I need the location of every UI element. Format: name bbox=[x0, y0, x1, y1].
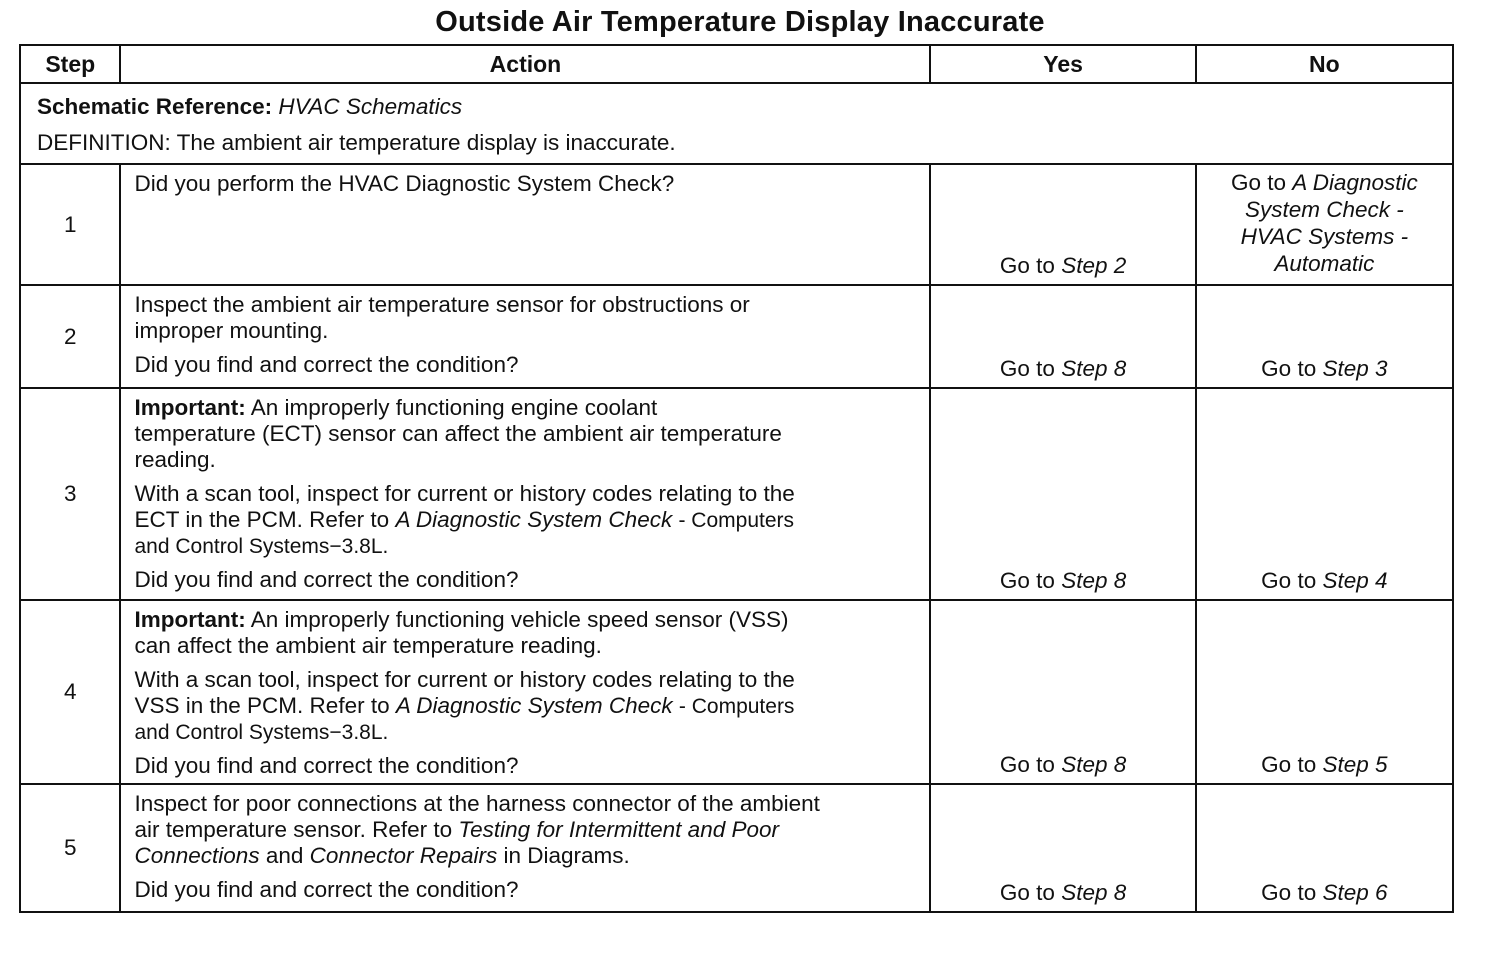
no-cell: Go to Step 4 bbox=[1196, 388, 1453, 600]
table-row bbox=[20, 784, 1453, 912]
action-cell: Important: An improperly functioning vehicle speed sensor (VSS) can affect the ambient air temperature reading. With a scan tool, inspect for current or history codes relating to the VSS in the PCM. Refer to A Diagnostic System Check - Computers and Control Systems−3.8L. Did you find and correct the condition? bbox=[120, 600, 930, 784]
no-link[interactable]: Step 6 bbox=[1322, 880, 1388, 905]
yes-cell: Go to Step 8 bbox=[930, 285, 1195, 388]
step-number: 1 bbox=[20, 164, 120, 285]
step-number: 4 bbox=[20, 600, 120, 784]
header-yes: Yes bbox=[930, 45, 1195, 83]
step-number: 5 bbox=[20, 784, 120, 912]
table-row bbox=[20, 164, 1453, 285]
yes-link[interactable]: Step 8 bbox=[1061, 356, 1127, 381]
yes-link[interactable]: Step 8 bbox=[1061, 568, 1127, 593]
yes-link[interactable]: Step 2 bbox=[1061, 253, 1127, 278]
step-number: 2 bbox=[20, 285, 120, 388]
table-row bbox=[20, 388, 1453, 600]
table-row bbox=[20, 285, 1453, 388]
table-row bbox=[20, 600, 1453, 784]
no-cell: Go to A Diagnostic System Check - HVAC Systems - Automatic bbox=[1196, 164, 1453, 285]
schematic-link[interactable]: HVAC Schematics bbox=[278, 94, 463, 119]
schematic-reference: Schematic Reference: HVAC Schematics bbox=[37, 94, 463, 119]
no-cell: Go to Step 3 bbox=[1196, 285, 1453, 388]
diagnostic-table bbox=[19, 44, 1454, 913]
header-action: Action bbox=[120, 45, 930, 83]
definition-text: DEFINITION: The ambient air temperature display is inaccurate. bbox=[37, 130, 676, 155]
no-link[interactable]: A Diagnostic bbox=[1292, 170, 1418, 195]
action-cell: Important: An improperly functioning engine coolant temperature (ECT) sensor can affect the ambient air temperature reading. With a scan tool, inspect for current or history codes relating to the ECT in the PCM. Refer to A Diagnostic System Check - Computers and Control Systems−3.8L. Did you find and correct the condition? bbox=[120, 388, 930, 600]
no-cell: Go to Step 5 bbox=[1196, 600, 1453, 784]
reference-link[interactable]: Connections bbox=[134, 843, 260, 868]
action-cell: Inspect for poor connections at the harness connector of the ambient air temperature sensor. Refer to Testing for Intermittent and Poor Connections and Connector Repairs in Diagrams. Did you find and correct the condition? bbox=[120, 784, 930, 912]
yes-link[interactable]: Step 8 bbox=[1061, 752, 1127, 777]
action-cell: Did you perform the HVAC Diagnostic System Check? bbox=[120, 164, 930, 285]
yes-cell: Go to Step 8 bbox=[930, 600, 1195, 784]
reference-cell bbox=[20, 83, 1453, 164]
no-link[interactable]: Step 5 bbox=[1322, 752, 1388, 777]
yes-cell: Go to Step 8 bbox=[930, 388, 1195, 600]
yes-cell: Go to Step 8 bbox=[930, 784, 1195, 912]
header-step: Step bbox=[20, 45, 120, 83]
no-link[interactable]: Step 4 bbox=[1322, 568, 1388, 593]
no-cell: Go to Step 6 bbox=[1196, 784, 1453, 912]
no-link[interactable]: Step 3 bbox=[1322, 356, 1388, 381]
step-number: 3 bbox=[20, 388, 120, 600]
action-cell: Inspect the ambient air temperature sensor for obstructions or improper mounting. Did you find and correct the condition? bbox=[120, 285, 930, 388]
reference-row bbox=[20, 83, 1453, 164]
reference-link[interactable]: Connector Repairs bbox=[309, 843, 498, 868]
header-row bbox=[20, 45, 1453, 83]
reference-link[interactable]: A Diagnostic System Check bbox=[395, 693, 673, 718]
reference-link[interactable]: Testing for Intermittent and Poor bbox=[458, 817, 779, 842]
header-no: No bbox=[1196, 45, 1453, 83]
page-title: Outside Air Temperature Display Inaccurate bbox=[435, 6, 1045, 38]
reference-link[interactable]: A Diagnostic System Check bbox=[395, 507, 673, 532]
yes-link[interactable]: Step 8 bbox=[1061, 880, 1127, 905]
yes-cell: Go to Step 2 bbox=[930, 164, 1195, 285]
